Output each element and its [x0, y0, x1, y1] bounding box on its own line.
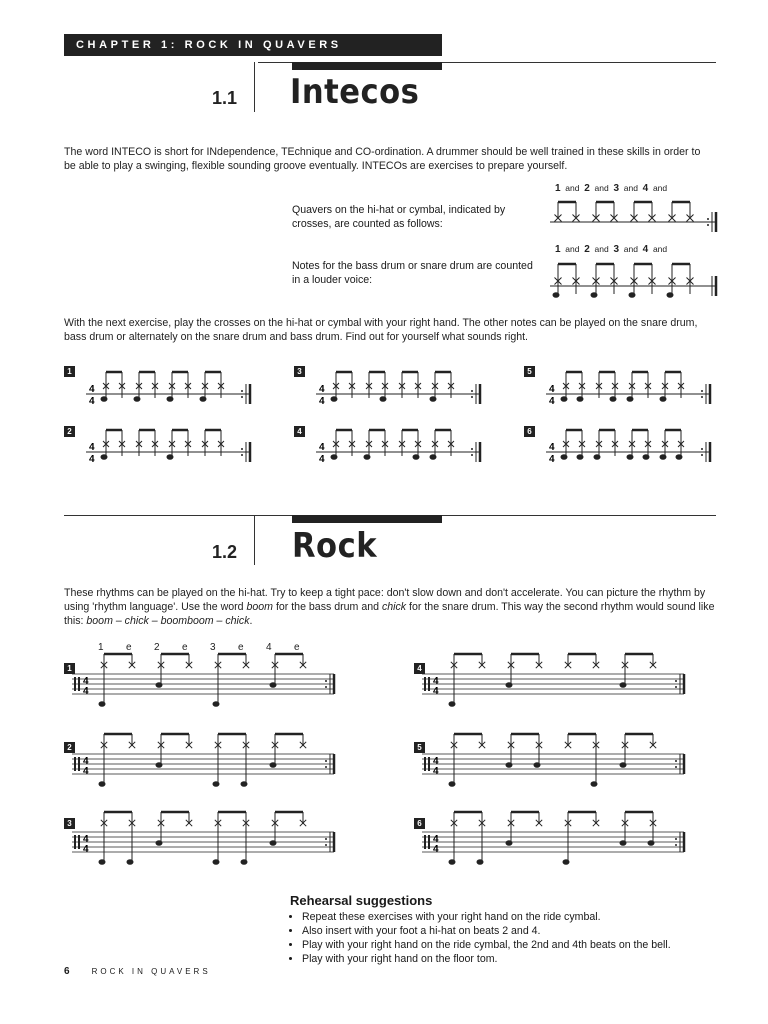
quaver-hihat-demo	[550, 198, 720, 238]
section-1-number: 1.1	[212, 88, 238, 108]
svg-text:4: 4	[549, 454, 555, 465]
exercise-2-2-staff	[64, 732, 340, 788]
rehearsal-item: • Play with your right hand on the ride cymbal, the 2nd and 4th beats on the bell.	[302, 938, 671, 952]
exercise-2-3-staff	[64, 810, 340, 866]
exercise-2-3-number: 3	[64, 818, 75, 829]
svg-text:4: 4	[549, 384, 555, 395]
quavers-text: Quavers on the hi-hat or cymbal, indicated by crosses, are counted as follows:	[292, 204, 506, 230]
svg-text:4: 4	[83, 756, 89, 767]
exercise-1-4-number: 4	[294, 426, 305, 437]
exercise-1-5-number: 5	[524, 366, 535, 377]
svg-text:4: 4	[433, 834, 439, 845]
exercise-2-6-staff	[414, 810, 690, 866]
svg-text:4: 4	[549, 396, 555, 407]
exercise-2-4-number: 4	[414, 663, 425, 674]
exercise-2-5-number: 5	[414, 742, 425, 753]
section-2-title: Rock	[292, 526, 378, 566]
svg-text:4: 4	[89, 396, 95, 407]
rock-count-row: 1 e 2 e 3 e 4 e	[98, 642, 300, 653]
exercise-2-2-number: 2	[64, 742, 75, 753]
exercise-1-1-number: 1	[64, 366, 75, 377]
svg-text:4: 4	[433, 766, 439, 777]
rehearsal-list	[288, 910, 671, 966]
svg-text:4: 4	[83, 834, 89, 845]
svg-text:4: 4	[319, 384, 325, 395]
rock-paragraph: These rhythms can be played on the hi-hat. Try to keep a tight pace: don't slow down and don't accelerate. You can picture the rhythm by using 'rhythm language'. Use the word boom for the bass drum and chick for the snare drum. This way the second rhythm would sound like this: boom – chick – boomboom – chick.	[64, 587, 715, 627]
section-rule-accent	[292, 62, 442, 70]
svg-text:4: 4	[319, 454, 325, 465]
section-divider	[254, 62, 255, 112]
quaver-drum-demo	[550, 258, 720, 302]
exercise-1-3-staff	[316, 366, 486, 414]
exercise-2-1-number: 1	[64, 663, 75, 674]
svg-text:4: 4	[433, 756, 439, 767]
svg-text:4: 4	[319, 442, 325, 453]
section-2-rule-accent	[292, 515, 442, 523]
page-number: 6	[64, 966, 70, 977]
section-2-divider	[254, 515, 255, 565]
exercise-1-6-number: 6	[524, 426, 535, 437]
exercise-1-4-staff	[316, 424, 486, 472]
rehearsal-item: • Also insert with your foot a hi-hat on beats 2 and 4.	[302, 924, 671, 938]
footer-title: ROCK IN QUAVERS	[91, 967, 211, 976]
exercise-2-5-staff	[414, 732, 690, 788]
page-footer	[64, 966, 211, 977]
exercise-1-1-staff	[86, 366, 256, 414]
count-row-1: 1 and 2 and 3 and 4 and	[555, 183, 668, 194]
exercise-1-2-number: 2	[64, 426, 75, 437]
exercise-1-3-number: 3	[294, 366, 305, 377]
svg-text:4: 4	[83, 766, 89, 777]
notes-text: Notes for the bass drum or snare drum are counted in a louder voice:	[292, 260, 533, 286]
exercise-1-2-staff	[86, 424, 256, 472]
count-row-2: 1 and 2 and 3 and 4 and	[555, 244, 668, 255]
exercise-2-6-number: 6	[414, 818, 425, 829]
svg-text:4: 4	[83, 686, 89, 697]
section-2-number: 1.2	[212, 542, 238, 562]
exercise-1-5-staff	[546, 366, 716, 414]
svg-text:4: 4	[89, 384, 95, 395]
svg-text:4: 4	[83, 844, 89, 855]
svg-text:4: 4	[83, 676, 89, 687]
svg-text:4: 4	[89, 454, 95, 465]
svg-text:4: 4	[433, 686, 439, 697]
rehearsal-item: • Repeat these exercises with your right hand on the ride cymbal.	[302, 910, 671, 924]
section-1-title: Intecos	[290, 72, 420, 112]
svg-text:4: 4	[549, 442, 555, 453]
next-exercise-paragraph: With the next exercise, play the crosses on the hi-hat or cymbal with your right hand. The other notes can be played on the snare drum, bass drum or alternately on the snare drum and bass drum. Find out for yourself what sounds right.	[64, 317, 698, 343]
rehearsal-title: Rehearsal suggestions	[290, 893, 433, 908]
exercise-2-4-staff	[414, 652, 690, 708]
svg-text:4: 4	[319, 396, 325, 407]
chapter-header: CHAPTER 1: ROCK IN QUAVERS	[64, 34, 442, 56]
svg-text:4: 4	[433, 676, 439, 687]
svg-text:4: 4	[89, 442, 95, 453]
intro-paragraph: The word INTECO is short for INdependence, TEchnique and CO-ordination. A drummer should be well trained in these skills in order to be able to play a swinging, flexible sounding groove eventually. INTECOs are exercises to prepare yourself.	[64, 146, 701, 172]
exercise-2-1-staff	[64, 652, 340, 708]
exercise-1-6-staff	[546, 424, 716, 472]
rehearsal-item: • Play with your right hand on the floor tom.	[302, 952, 671, 966]
svg-text:4: 4	[433, 844, 439, 855]
